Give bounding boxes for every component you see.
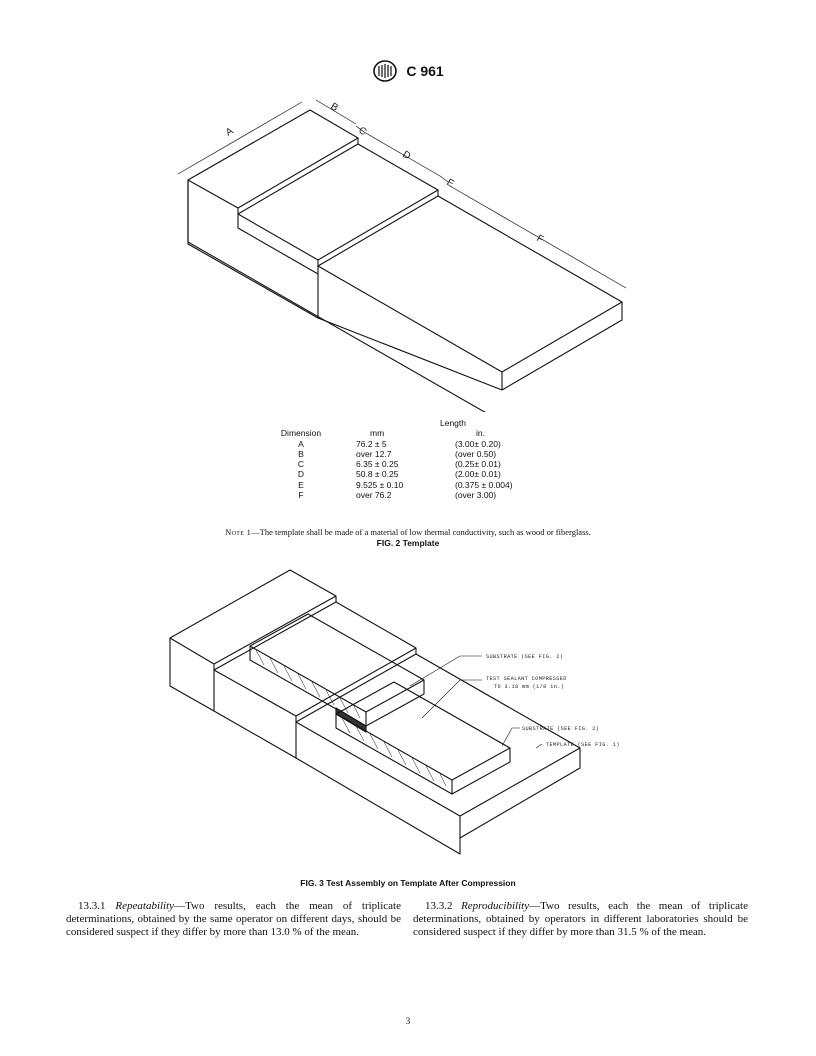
fig2-template-drawing bbox=[170, 92, 640, 412]
section-body: —Two results, each the mean of triplicate determinations, obtained by the same operator on different days, should be considered suspect if they differ by more than 13.0 % of the mean. bbox=[66, 900, 401, 938]
page-header bbox=[0, 60, 816, 82]
fig3-caption: FIG. 3 Test Assembly on Template After Compression bbox=[300, 878, 516, 888]
dim-label-a: A bbox=[224, 125, 236, 139]
fig2-caption: FIG. 2 Template bbox=[376, 538, 440, 548]
dim-label-f: F bbox=[534, 233, 546, 246]
section-number: 13.3.1 bbox=[78, 900, 106, 912]
fig2-note bbox=[0, 527, 816, 537]
standard-code: C 961 bbox=[406, 63, 444, 79]
section-13-3-2 bbox=[413, 900, 748, 939]
label-substrate-bottom: SUBSTRATE (SEE FIG. 2) bbox=[522, 726, 600, 732]
section-13-3-1 bbox=[66, 900, 401, 939]
dim-label-d: D bbox=[400, 149, 413, 163]
dim-label-e: E bbox=[444, 177, 456, 190]
note-text: —The template shall be made of a material of low thermal conductivity, such as wood or fiberglass. bbox=[251, 527, 591, 537]
length-header: Length bbox=[440, 418, 466, 428]
page-number: 3 bbox=[405, 1016, 411, 1026]
label-template: TEMPLATE (SEE FIG. 1) bbox=[546, 742, 620, 748]
fig3-assembly-drawing bbox=[160, 568, 630, 868]
section-body: —Two results, each the mean of triplicate determinations, obtained by operators in different laboratories should be considered suspect if they differ by more than 31.5 % of the mean. bbox=[413, 900, 748, 938]
label-substrate-top: SUBSTRATE (SEE FIG. 2) bbox=[486, 654, 564, 660]
col-in: in. bbox=[476, 428, 485, 439]
astm-logo-icon bbox=[372, 60, 398, 82]
section-title: Reproducibility bbox=[461, 900, 530, 912]
dim-label-b: B bbox=[328, 101, 340, 114]
section-number: 13.3.2 bbox=[425, 900, 453, 912]
col-mm: mm bbox=[370, 428, 385, 439]
label-sealant-line2: TO 3.18 mm (1/8 in.) bbox=[494, 684, 565, 690]
label-sealant-line1: TEST SEALANT COMPRESSED bbox=[486, 676, 567, 682]
section-title: Repeatability bbox=[115, 900, 175, 912]
note-label: Note 1 bbox=[225, 527, 252, 537]
col-dimension: Dimension bbox=[280, 428, 322, 439]
dim-label-c: C bbox=[356, 125, 369, 139]
